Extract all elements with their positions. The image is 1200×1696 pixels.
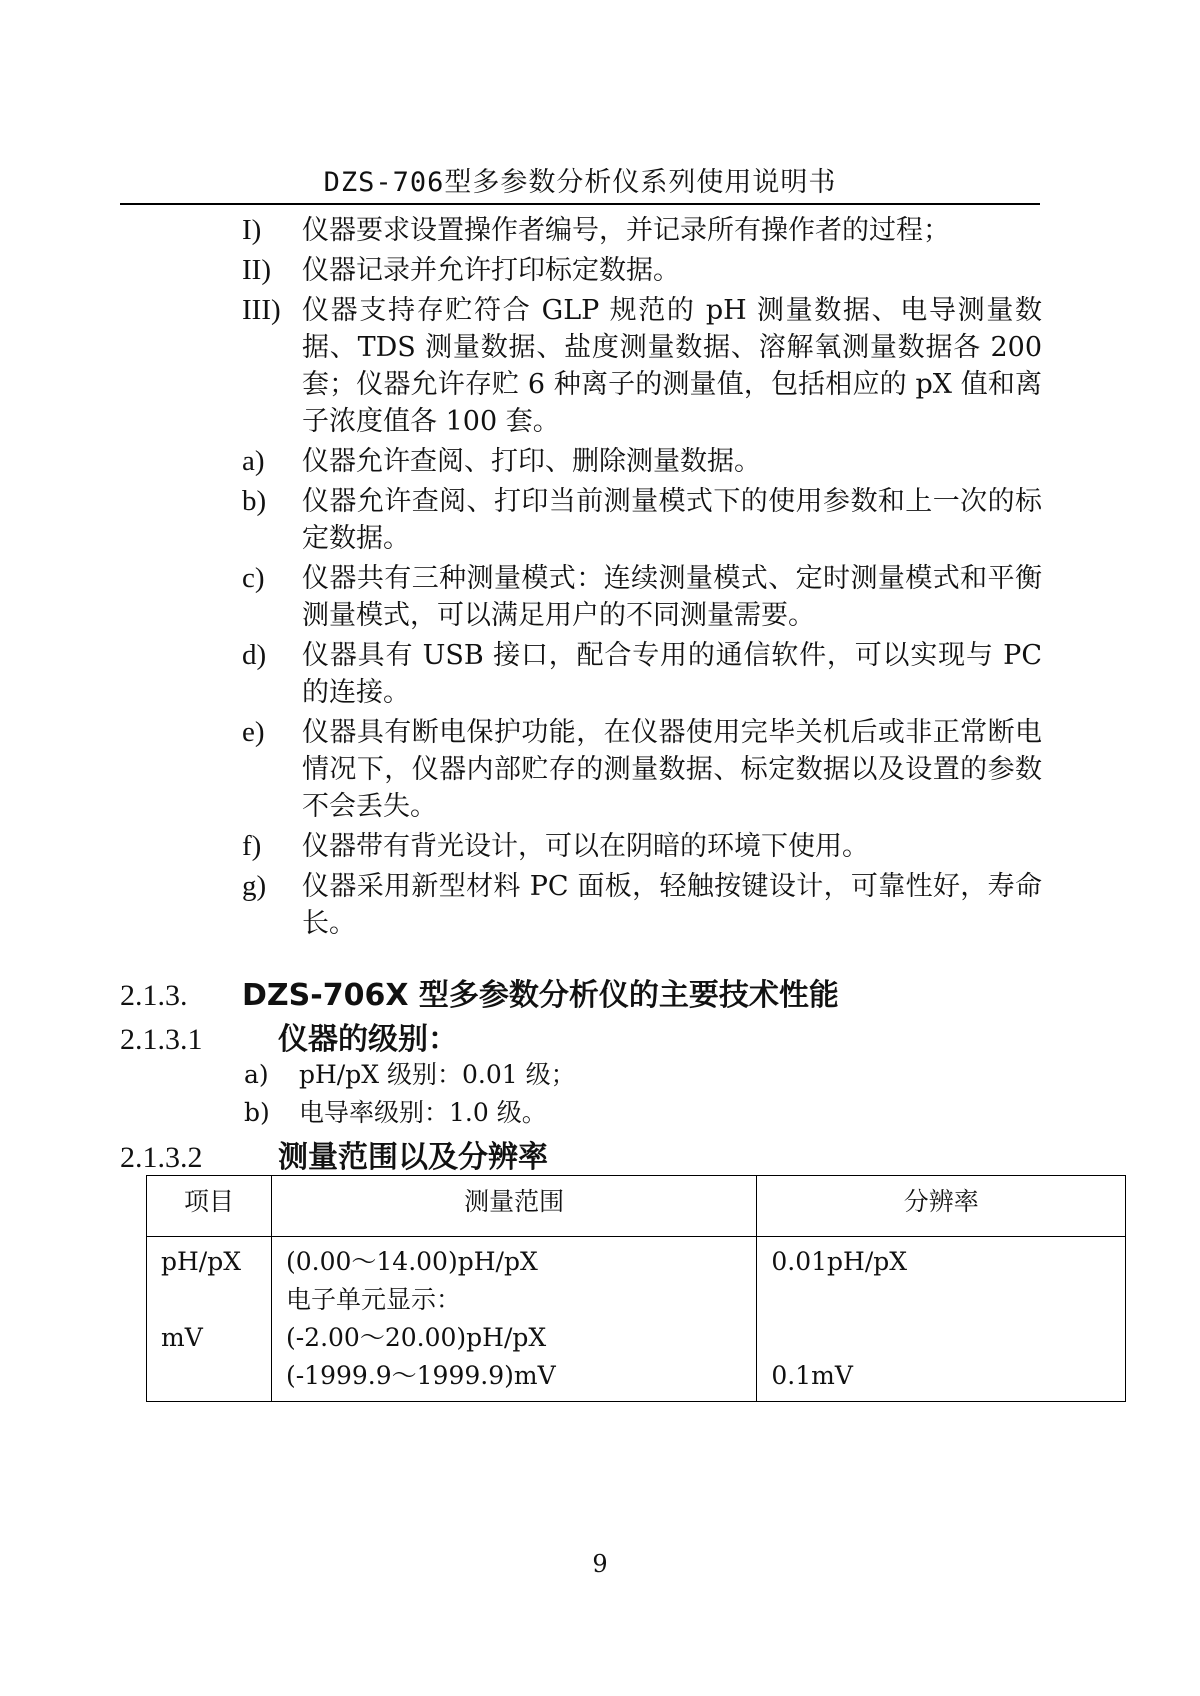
running-header: DZS-706型多参数分析仪系列使用说明书: [323, 167, 837, 198]
list-item: [242, 637, 1042, 711]
list-item-text: 仪器共有三种测量模式：连续测量模式、定时测量模式和平衡测量模式，可以满足用户的不同测量需要。: [302, 563, 1042, 631]
section-title: 仪器的级别：: [278, 1022, 458, 1057]
section-heading-2-1-3-1: [120, 1014, 458, 1058]
col-header-resolution: 分辨率: [757, 1176, 1126, 1237]
resolution-ph: 0.01pH/pX: [771, 1247, 908, 1276]
list-marker: a): [244, 1060, 269, 1089]
list-marker: III): [242, 294, 281, 326]
list-item-text: 仪器具有 USB 接口，配合专用的通信软件，可以实现与 PC 的连接。: [302, 640, 1042, 708]
list-item-text: pH/pX 级别：0.01 级；: [299, 1060, 576, 1089]
list-item-text: 仪器采用新型材料 PC 面板，轻触按键设计，可靠性好，寿命长。: [302, 871, 1042, 939]
list-item: [242, 483, 1042, 557]
item-mv: mV: [161, 1323, 203, 1352]
section-number: 2.1.3.1: [120, 1023, 203, 1056]
list-marker: e): [242, 716, 265, 748]
grade-list: [244, 1056, 576, 1132]
list-marker: d): [242, 639, 267, 671]
list-item-text: 仪器支持存贮符合 GLP 规范的 pH 测量数据、电导测量数据、TDS 测量数据、盐度测量数据、溶解氧测量数据各 200 套；仪器允许存贮 6 种离子的测量值，包括相应的 pX 值和离子浓度值各 100 套。: [302, 295, 1042, 437]
list-item-text: 仪器具有断电保护功能，在仪器使用完毕关机后或非正常断电情况下，仪器内部贮存的测量数据、标定数据以及设置的参数不会丢失。: [302, 717, 1042, 822]
list-item: [242, 212, 1042, 249]
section-number: 2.1.3.2: [120, 1141, 203, 1174]
list-item: [244, 1094, 576, 1132]
cell-item: [147, 1237, 272, 1402]
col-header-range: 测量范围: [271, 1176, 756, 1237]
list-item-text: 仪器带有背光设计，可以在阴暗的环境下使用。: [302, 831, 869, 862]
feature-list: [242, 212, 1042, 945]
section-heading-2-1-3: [120, 970, 839, 1014]
list-marker: I): [242, 214, 262, 246]
list-item: [242, 714, 1042, 825]
list-item-text: 仪器允许查阅、打印、删除测量数据。: [302, 446, 761, 477]
resolution-mv: 0.1mV: [771, 1361, 853, 1390]
list-item: [242, 252, 1042, 289]
list-marker: II): [242, 254, 271, 286]
section-number: 2.1.3.: [120, 979, 188, 1012]
item-ph: pH/pX: [161, 1247, 242, 1276]
col-header-item: 项目: [147, 1176, 272, 1237]
list-item: [242, 292, 1042, 440]
list-marker: f): [242, 830, 262, 862]
list-marker: a): [242, 445, 265, 477]
range-line: (-2.00～20.00)pH/pX: [285, 1323, 547, 1352]
list-marker: c): [242, 562, 265, 594]
cell-range: [271, 1237, 756, 1402]
range-line: (0.00～14.00)pH/pX: [285, 1247, 538, 1276]
list-item-text: 仪器记录并允许打印标定数据。: [302, 255, 680, 286]
list-marker: b): [244, 1098, 270, 1127]
range-line: 电子单元显示：: [285, 1285, 461, 1314]
list-marker: b): [242, 485, 267, 517]
spec-table: [146, 1175, 1126, 1402]
section-title: 测量范围以及分辨率: [278, 1140, 548, 1175]
section-heading-2-1-3-2: [120, 1132, 548, 1176]
section-title: DZS-706X 型多参数分析仪的主要技术性能: [242, 978, 839, 1013]
list-item-text: 电导率级别：1.0 级。: [299, 1098, 547, 1127]
list-item-text: 仪器允许查阅、打印当前测量模式下的使用参数和上一次的标定数据。: [302, 486, 1042, 554]
list-item: [242, 560, 1042, 634]
table-row: [147, 1237, 1126, 1402]
cell-resolution: [757, 1237, 1126, 1402]
list-item: [242, 828, 1042, 865]
list-marker: g): [242, 870, 267, 902]
list-item: [242, 868, 1042, 942]
page-number: 9: [592, 1550, 608, 1578]
list-item: [242, 443, 1042, 480]
range-line: (-1999.9～1999.9)mV: [285, 1361, 556, 1390]
list-item: [244, 1056, 576, 1094]
header-rule: [120, 203, 1040, 205]
list-item-text: 仪器要求设置操作者编号，并记录所有操作者的过程；: [302, 215, 950, 246]
table-header-row: [147, 1176, 1126, 1237]
